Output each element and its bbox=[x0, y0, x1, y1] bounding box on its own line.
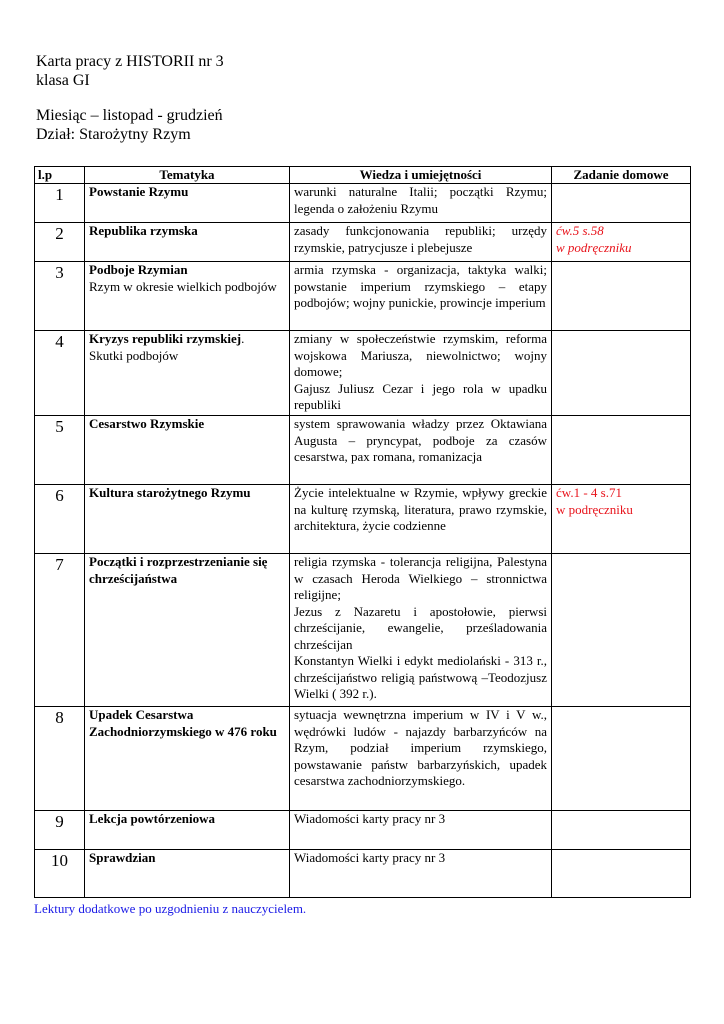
table-row bbox=[35, 850, 691, 898]
row-skills bbox=[290, 485, 552, 554]
skills-paragraph: Gajusz Juliusz Cezar i jego rola w upadku republiki bbox=[294, 380, 547, 412]
row-skills bbox=[290, 223, 552, 262]
homework-line: ćw.1 - 4 s.71 bbox=[556, 485, 622, 500]
topic-subtitle: Rzym w okresie wielkich podbojów bbox=[89, 278, 277, 294]
row-number: 7 bbox=[35, 554, 85, 707]
table-row bbox=[35, 223, 691, 262]
table-row bbox=[35, 811, 691, 850]
table-header-row bbox=[35, 167, 691, 184]
row-homework bbox=[552, 850, 691, 898]
topic-title: Podboje Rzymian bbox=[89, 262, 188, 277]
topic-title: Kryzys republiki rzymskiej bbox=[89, 331, 242, 346]
homework-line: ćw.5 s.58 bbox=[556, 223, 604, 238]
skills-paragraph: Wiadomości karty pracy nr 3 bbox=[294, 850, 446, 865]
row-homework bbox=[552, 331, 691, 416]
header-lp: l.p bbox=[35, 167, 85, 184]
skills-paragraph: Życie intelektualne w Rzymie, wpływy greckie na kulturę rzymską, literatura, prawo rzymskie, architektura, życie codzienne bbox=[294, 485, 547, 533]
topic-title: Cesarstwo Rzymskie bbox=[89, 416, 205, 431]
skills-paragraph: religia rzymska - tolerancja religijna, Palestyna w czasach Heroda Wielkiego – stronnictwa religijne; bbox=[294, 554, 547, 602]
table-row bbox=[35, 184, 691, 223]
header-topic: Tematyka bbox=[85, 167, 290, 184]
row-homework bbox=[552, 184, 691, 223]
row-topic bbox=[85, 485, 290, 554]
table-row bbox=[35, 707, 691, 811]
topic-title: Powstanie Rzymu bbox=[89, 184, 189, 199]
row-skills bbox=[290, 554, 552, 707]
row-skills bbox=[290, 416, 552, 485]
skills-paragraph: sytuacja wewnętrzna imperium w IV i V w., wędrówki ludów - najazdy barbarzyńców na Rzym, podział imperium rzymskiego, powstawanie państw barbarzyńskich, upadek cesarstwa zachodniorzymskiego. bbox=[294, 707, 547, 788]
row-topic bbox=[85, 554, 290, 707]
topic-title: Republika rzymska bbox=[89, 223, 198, 238]
header-skills: Wiedza i umiejętności bbox=[290, 167, 552, 184]
table-row bbox=[35, 554, 691, 707]
row-number: 2 bbox=[35, 223, 85, 262]
skills-paragraph: armia rzymska - organizacja, taktyka walki; powstanie imperium rzymskiego – etapy podbojów; wojny punickie, prowincje imperium bbox=[294, 262, 547, 310]
document-header bbox=[36, 52, 224, 144]
row-skills bbox=[290, 331, 552, 416]
topic-dot: . bbox=[241, 331, 245, 346]
skills-paragraph: zmiany w społeczeństwie rzymskim, reforma wojskowa Mariusza, niewolnictwo; wojny domowe; bbox=[294, 331, 547, 379]
row-homework bbox=[552, 416, 691, 485]
month-label: Miesiąc – listopad - grudzień bbox=[36, 107, 223, 124]
row-homework bbox=[552, 223, 691, 262]
homework-line: w podręczniku bbox=[556, 501, 633, 517]
row-skills bbox=[290, 850, 552, 898]
class-label: klasa GI bbox=[36, 72, 90, 89]
row-topic bbox=[85, 416, 290, 485]
row-number: 5 bbox=[35, 416, 85, 485]
row-skills bbox=[290, 811, 552, 850]
row-skills bbox=[290, 184, 552, 223]
table-row bbox=[35, 485, 691, 554]
row-homework bbox=[552, 485, 691, 554]
row-homework bbox=[552, 707, 691, 811]
topic-title: Kultura starożytnego Rzymu bbox=[89, 485, 251, 500]
table-row bbox=[35, 262, 691, 331]
skills-paragraph: Wiadomości karty pracy nr 3 bbox=[294, 811, 446, 826]
section-label: Dział: Starożytny Rzym bbox=[36, 126, 191, 143]
table-row bbox=[35, 416, 691, 485]
row-topic bbox=[85, 850, 290, 898]
row-homework bbox=[552, 811, 691, 850]
row-number: 8 bbox=[35, 707, 85, 811]
worksheet-title: Karta pracy z HISTORII nr 3 bbox=[36, 53, 224, 70]
additional-reading-note: Lektury dodatkowe po uzgodnieniu z nauczycielem. bbox=[34, 901, 307, 916]
row-topic bbox=[85, 223, 290, 262]
row-skills bbox=[290, 707, 552, 811]
row-skills bbox=[290, 262, 552, 331]
row-number: 4 bbox=[35, 331, 85, 416]
topic-title: Początki i rozprzestrzenianie się chrześcijaństwa bbox=[89, 554, 268, 586]
row-number: 1 bbox=[35, 184, 85, 223]
row-homework bbox=[552, 554, 691, 707]
row-number: 6 bbox=[35, 485, 85, 554]
row-topic bbox=[85, 184, 290, 223]
homework-line: w podręczniku bbox=[556, 239, 632, 255]
row-number: 10 bbox=[35, 850, 85, 898]
row-topic bbox=[85, 707, 290, 811]
skills-paragraph: Jezus z Nazaretu i apostołowie, pierwsi chrześcijanie, ewangelie, prześladowania chrześcijan bbox=[294, 603, 547, 652]
lesson-plan-table bbox=[34, 166, 691, 898]
row-topic bbox=[85, 811, 290, 850]
topic-title: Lekcja powtórzeniowa bbox=[89, 811, 216, 826]
skills-paragraph: system sprawowania władzy przez Oktawiana Augusta – pryncypat, podboje za czasów cesarstwa, pax romana, romanizacja bbox=[294, 416, 547, 464]
table-row bbox=[35, 331, 691, 416]
row-number: 9 bbox=[35, 811, 85, 850]
topic-title: Upadek Cesarstwa Zachodniorzymskiego w 476 roku bbox=[89, 707, 277, 739]
row-topic bbox=[85, 262, 290, 331]
skills-paragraph: Konstantyn Wielki i edykt mediolański - 313 r., chrześcijaństwo religią państwową –Teodozjusz Wielki ( 392 r.). bbox=[294, 653, 547, 701]
skills-paragraph: warunki naturalne Italii; początki Rzymu; legenda o założeniu Rzymu bbox=[294, 184, 547, 216]
row-topic bbox=[85, 331, 290, 416]
header-homework: Zadanie domowe bbox=[552, 167, 691, 184]
skills-paragraph: zasady funkcjonowania republiki; urzędy rzymskie, patrycjusze i plebejusze bbox=[294, 223, 547, 255]
row-homework bbox=[552, 262, 691, 331]
topic-title: Sprawdzian bbox=[89, 850, 156, 865]
topic-subtitle: Skutki podbojów bbox=[89, 347, 179, 363]
row-number: 3 bbox=[35, 262, 85, 331]
